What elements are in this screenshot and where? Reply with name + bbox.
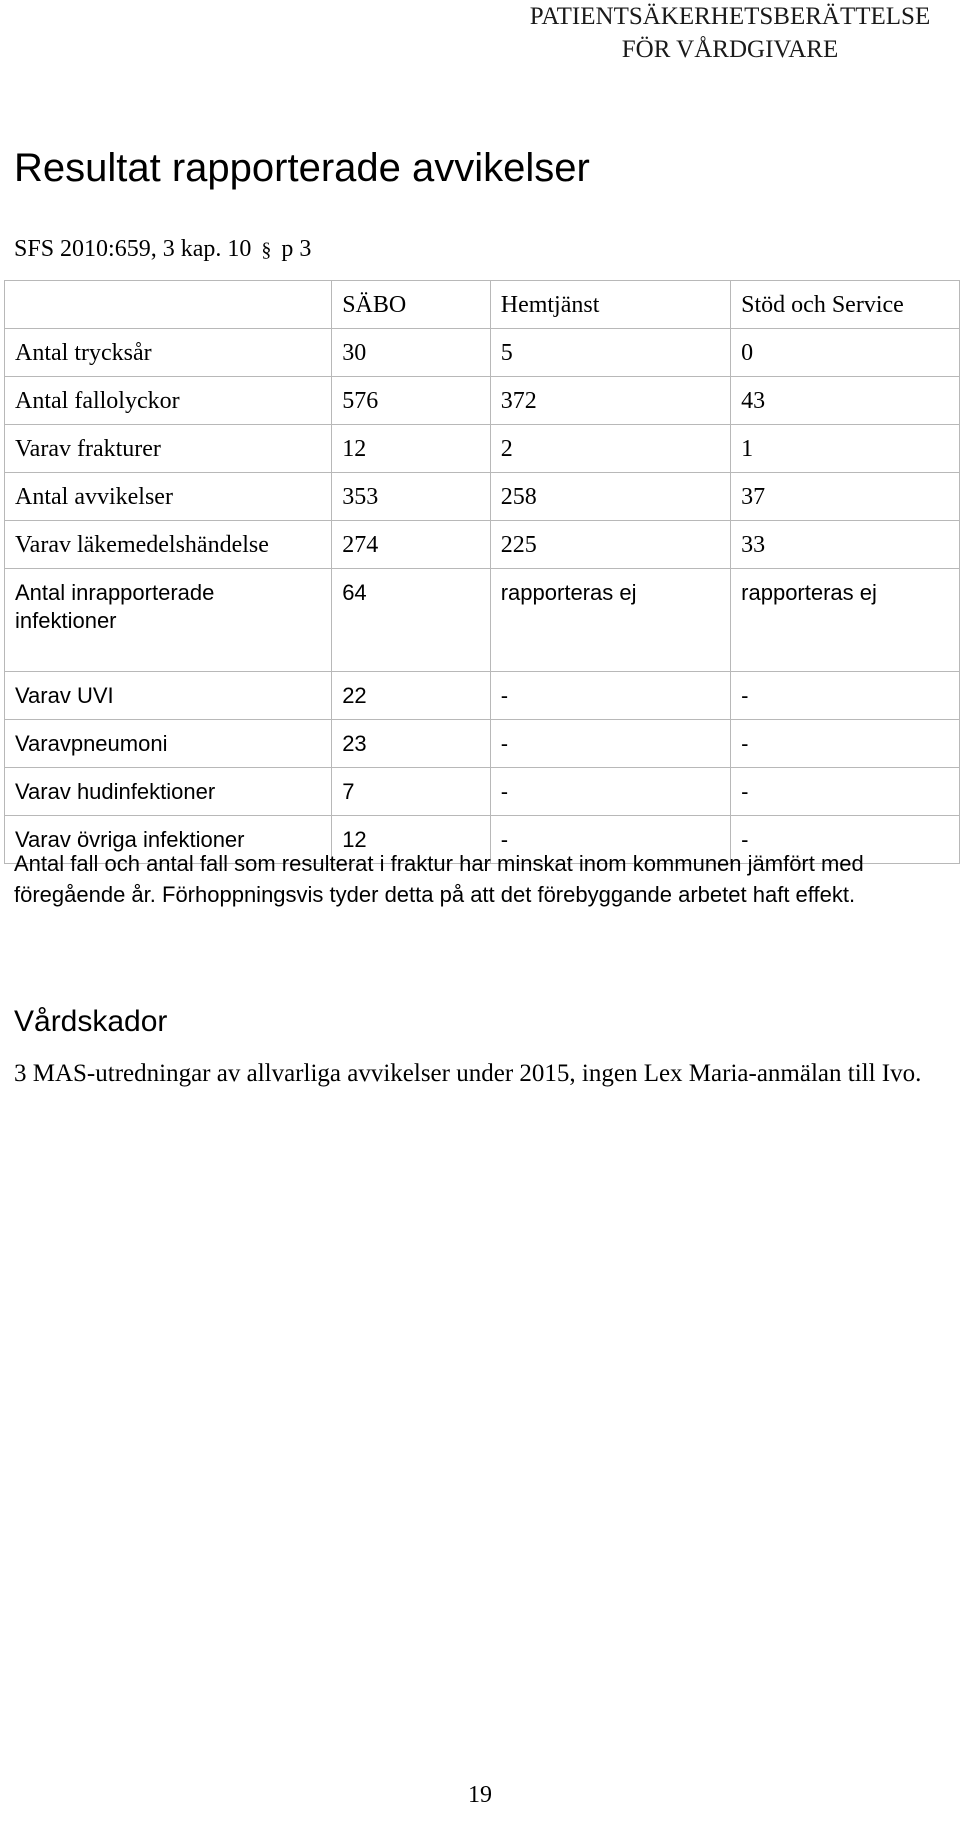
reference-text: SFS 2010:659, 3 kap. 10 [14,236,252,262]
cell-sabo: 353 [332,473,491,521]
cell-hemtjanst: 372 [490,377,730,425]
cell-sabo: 12 [332,816,491,864]
deviations-table [4,280,960,864]
cell-stod-och-service: - [731,768,960,816]
cell-stod-och-service: - [731,816,960,864]
cell-stod-och-service: 37 [731,473,960,521]
document-header [500,0,960,66]
cell-sabo: 274 [332,521,491,569]
section-heading-vardskador: Vårdskador [14,1005,168,1038]
vardskador-paragraph: 3 MAS-utredningar av allvarliga avvikelser under 2015, ingen Lex Maria-anmälan till Ivo. [14,1060,922,1087]
cell-hemtjanst: 258 [490,473,730,521]
row-label: Varav övriga infektioner [5,816,332,864]
summary-paragraph: Antal fall och antal fall som resulterat i fraktur har minskat inom kommunen jämfört med föregående år. Förhoppningsvis tyder detta på att det förebyggande arbetet haft effekt. [14,851,864,907]
table-row [5,377,960,425]
header-cell-hemtjanst: Hemtjänst [490,281,730,329]
header-line-1: PATIENTSÄKERHETSBERÄTTELSE [529,3,931,30]
cell-sabo: 576 [332,377,491,425]
cell-stod-och-service: 43 [731,377,960,425]
cell-hemtjanst: - [490,768,730,816]
row-label: Antal inrapporterade infektioner [5,569,332,672]
cell-sabo: 30 [332,329,491,377]
cell-hemtjanst: 5 [490,329,730,377]
cell-hemtjanst: 225 [490,521,730,569]
cell-stod-och-service: 33 [731,521,960,569]
cell-stod-och-service: rapporteras ej [731,569,960,672]
cell-stod-och-service: - [731,720,960,768]
legal-reference [14,234,311,265]
row-label: Varav hudinfektioner [5,768,332,816]
cell-hemtjanst: - [490,816,730,864]
cell-stod-och-service: 0 [731,329,960,377]
section-sign-icon: § [261,239,272,261]
row-label: Varavpneumoni [5,720,332,768]
row-label: Antal avvikelser [5,473,332,521]
cell-hemtjanst: - [490,720,730,768]
page-title: Resultat rapporterade avvikelser [14,146,590,190]
cell-sabo: 7 [332,768,491,816]
row-label: Antal fallolyckor [5,377,332,425]
cell-stod-och-service: 1 [731,425,960,473]
row-label: Varav frakturer [5,425,332,473]
reference-paragraph: p 3 [281,236,312,262]
header-cell-empty [5,281,332,329]
cell-sabo: 64 [332,569,491,672]
table-header-row [5,281,960,329]
cell-hemtjanst: rapporteras ej [490,569,730,672]
cell-sabo: 12 [332,425,491,473]
table-row [5,329,960,377]
table-row [5,672,960,720]
table-row [5,768,960,816]
row-label: Varav UVI [5,672,332,720]
table-row [5,473,960,521]
header-line-2: FÖR VÅRDGIVARE [621,36,839,63]
table-row [5,521,960,569]
cell-sabo: 22 [332,672,491,720]
header-cell-sabo: SÄBO [332,281,491,329]
header-cell-stod-och-service: Stöd och Service [731,281,960,329]
cell-hemtjanst: - [490,672,730,720]
table-row [5,720,960,768]
cell-hemtjanst: 2 [490,425,730,473]
page-number: 19 [468,1782,492,1808]
row-label: Antal trycksår [5,329,332,377]
row-label: Varav läkemedelshändelse [5,521,332,569]
table-row [5,569,960,672]
table-row [5,425,960,473]
cell-sabo: 23 [332,720,491,768]
cell-stod-och-service: - [731,672,960,720]
